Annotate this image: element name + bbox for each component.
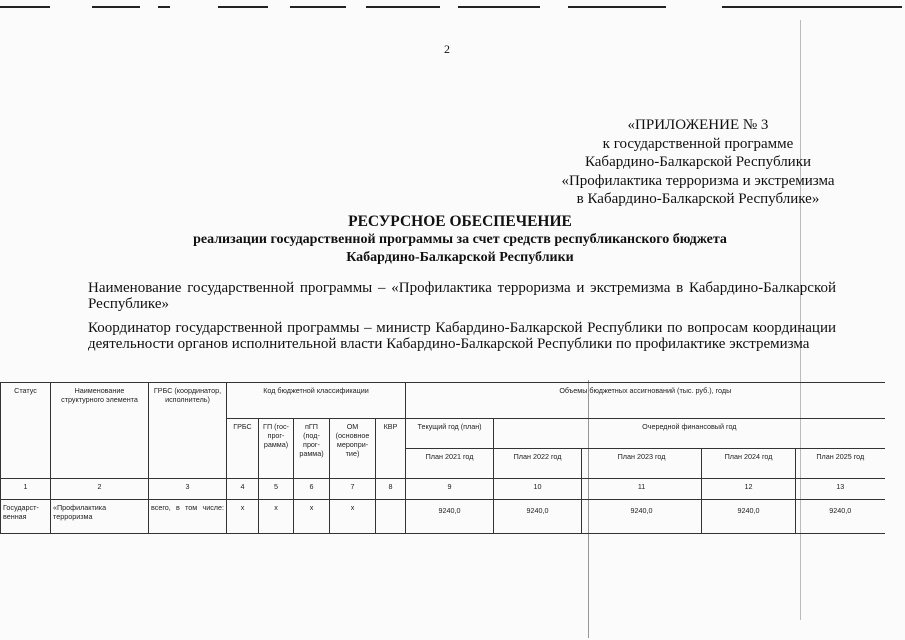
scan-edge-line [218, 6, 268, 8]
header-gp: ГП (гос-прог-рамма) [259, 419, 294, 479]
scan-edge-line [290, 6, 346, 8]
column-number: 6 [294, 479, 330, 500]
column-number: 12 [702, 479, 796, 500]
appendix-line: Кабардино-Балкарской Республики [584, 154, 812, 170]
row-name: «Профилактика терроризма [51, 500, 149, 534]
program-name-paragraph [52, 280, 836, 312]
header-plan-2024: План 2024 год [702, 449, 796, 479]
header-kvr: КВР [376, 419, 406, 479]
budget-table [0, 382, 885, 534]
page-number: 2 [444, 42, 450, 56]
column-number: 8 [376, 479, 406, 500]
header-plan-2021: План 2021 год [406, 449, 494, 479]
row-value-2025: 9240,0 [796, 500, 885, 534]
header-current-year: Текущий год (план) [406, 419, 494, 449]
header-next-period: Очередной финансовый год [494, 419, 885, 449]
column-number: 4 [227, 479, 259, 500]
appendix-line: в Кабардино-Балкарской Республике» [576, 191, 820, 207]
scan-edge-line [158, 6, 170, 8]
header-plan-2025: План 2025 год [796, 449, 885, 479]
column-number: 9 [406, 479, 494, 500]
heading-title: РЕСУРСНОЕ ОБЕСПЕЧЕНИЕ [348, 213, 572, 230]
column-number: 2 [51, 479, 149, 500]
header-plan-2023: План 2023 год [582, 449, 702, 479]
row-grbs-code: х [227, 500, 259, 534]
table-row [1, 500, 885, 534]
column-number: 7 [330, 479, 376, 500]
row-gp: х [259, 500, 294, 534]
table-header-row [1, 383, 885, 419]
scan-edge-line [92, 6, 140, 8]
coordinator-paragraph [52, 320, 836, 352]
header-volumes: Объемы бюджетных ассигнований (тыс. руб.), годы [406, 383, 885, 419]
header-pgp: пГП (под-прог-рамма) [294, 419, 330, 479]
column-number: 5 [259, 479, 294, 500]
header-plan-2022: План 2022 год [494, 449, 582, 479]
appendix-line: к государственной программе [602, 135, 794, 152]
scan-edge-line [568, 6, 666, 8]
scan-edge-line [0, 6, 50, 8]
header-grbs-code: ГРБС [227, 419, 259, 479]
row-value-2024: 9240,0 [702, 500, 796, 534]
heading-subtitle-2: Кабардино-Балкарской Республики [346, 250, 574, 265]
row-value-2021: 9240,0 [406, 500, 494, 534]
scan-edge-line [458, 6, 540, 8]
row-kvr [376, 500, 406, 534]
column-number: 3 [149, 479, 227, 500]
row-grbs: всего, в том числе: [149, 500, 227, 534]
heading-subtitle-1: реализации государственной программы за счет средств республиканского бюджета [193, 232, 727, 247]
header-grbs: ГРБС (координатор, исполнитель) [149, 383, 227, 479]
column-number-row [1, 479, 885, 500]
row-value-2023: 9240,0 [582, 500, 702, 534]
row-om: х [330, 500, 376, 534]
header-om: ОМ (основное меропри-тие) [330, 419, 376, 479]
scan-edge-line [722, 6, 902, 8]
scan-edge-line [366, 6, 440, 8]
column-number: 10 [494, 479, 582, 500]
row-value-2022: 9240,0 [494, 500, 582, 534]
header-element-name: Наименование структурного элемента [51, 383, 149, 479]
document-heading [150, 212, 770, 267]
column-number: 13 [796, 479, 885, 500]
column-number: 11 [582, 479, 702, 500]
header-status: Статус [1, 383, 51, 479]
row-status: Государст-венная [1, 500, 51, 534]
appendix-block [548, 116, 848, 209]
column-number: 1 [1, 479, 51, 500]
row-pgp: х [294, 500, 330, 534]
appendix-title: «ПРИЛОЖЕНИЕ № 3 [627, 117, 769, 133]
header-budget-code: Код бюджетной классификации [227, 383, 406, 419]
program-name-text: Наименование государственной программы – «Профилактика терроризма и экстремизма в Кабардино-Балкарской Республике» [88, 280, 836, 312]
coordinator-text: Координатор государственной программы – министр Кабардино-Балкарской Республики по вопросам координации деятельности органов исполнительной власти Кабардино-Балкарской Республики по профилактике экстремизма [88, 320, 836, 352]
appendix-line: «Профилактика терроризма и экстремизма [561, 172, 835, 189]
